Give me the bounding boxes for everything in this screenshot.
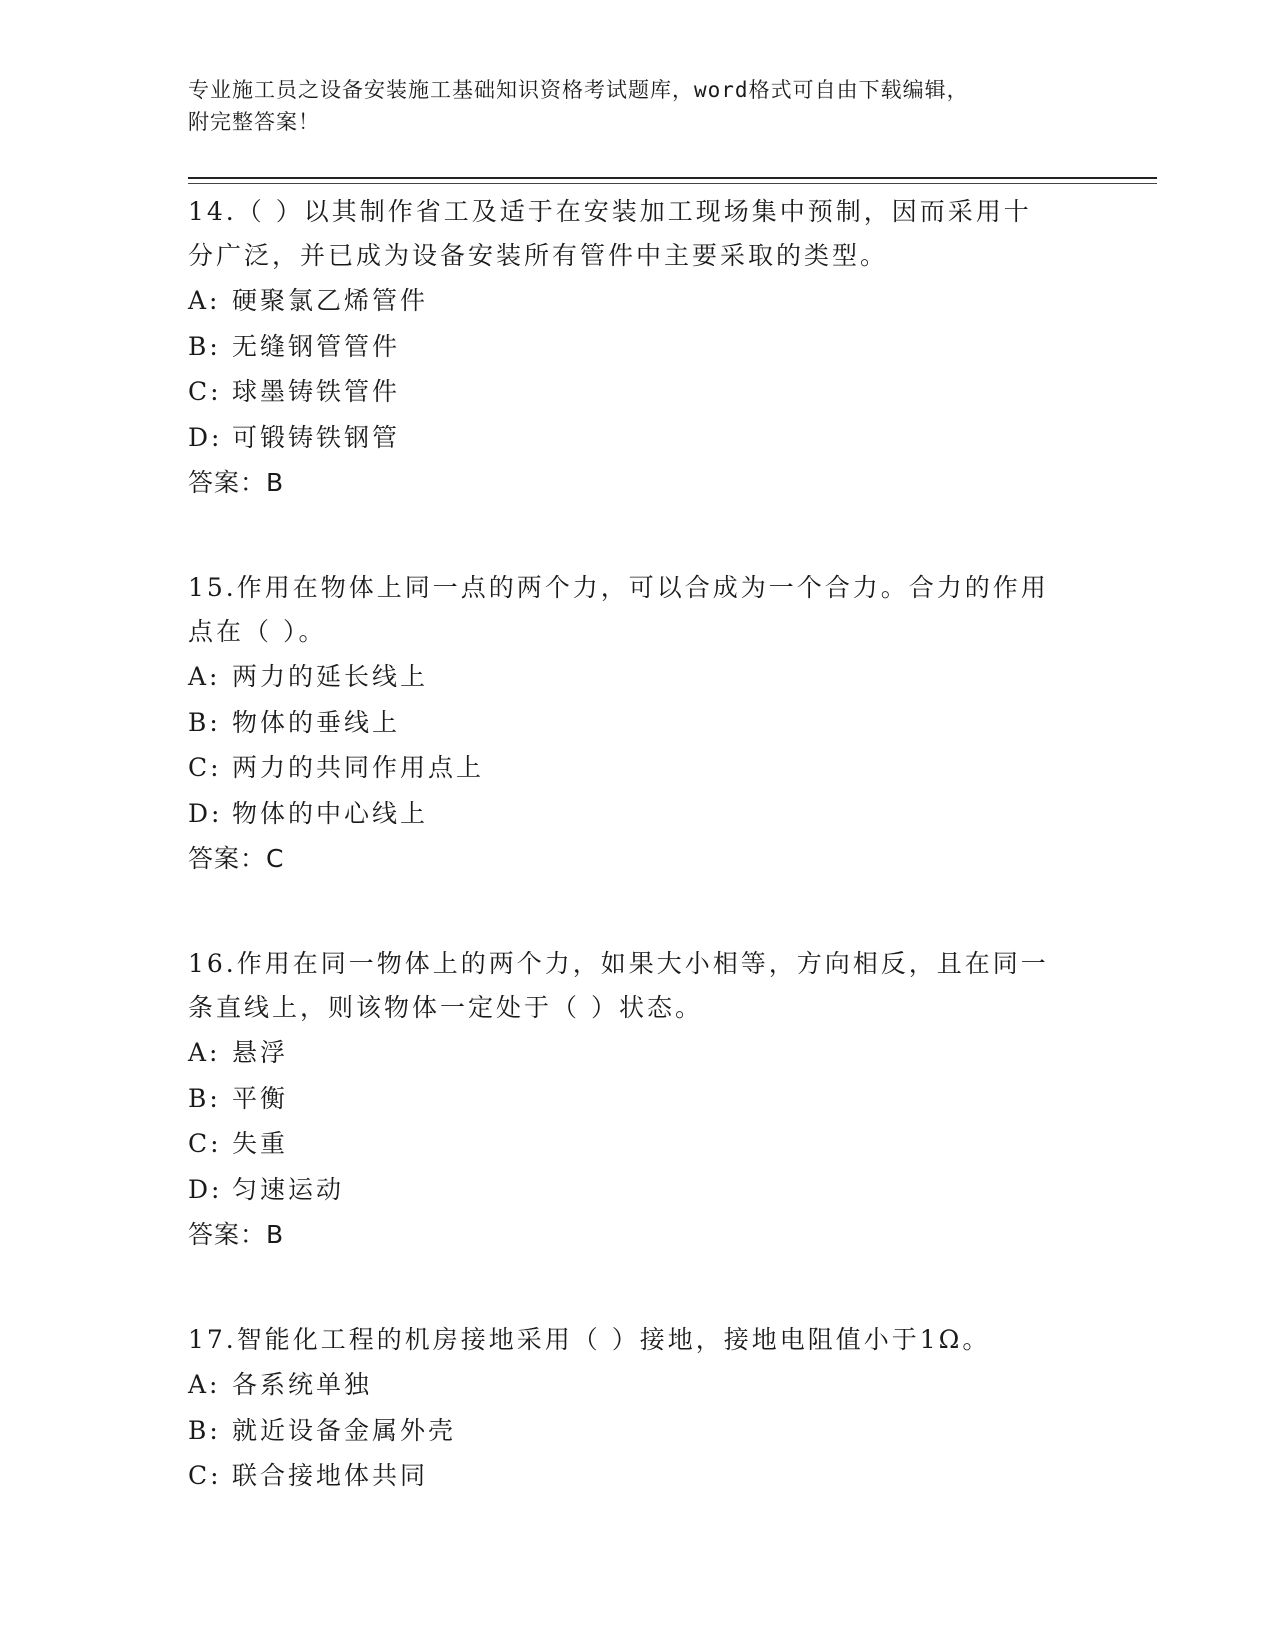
option-d (188, 791, 1088, 837)
option-c (188, 369, 1088, 415)
answer-line: 答案：B (188, 468, 285, 497)
option-letter: B: (188, 707, 221, 737)
option-c (188, 745, 1088, 791)
option-text: 两力的共同作用点上 (232, 753, 485, 782)
option-text: 悬浮 (232, 1038, 289, 1067)
option-letter: D: (188, 798, 223, 828)
option-text: 可锻铸铁钢管 (232, 422, 401, 452)
option-text: 联合接地体共同 (232, 1461, 429, 1490)
option-text: 匀速运动 (232, 1174, 345, 1204)
option-text: 硬聚氯乙烯管件 (232, 286, 429, 315)
header-line-2: 附完整答案！ (188, 110, 320, 134)
option-letter: A: (188, 1038, 221, 1067)
question-14 (188, 190, 1088, 506)
option-letter: A: (188, 286, 221, 315)
question-stem (188, 1318, 1088, 1362)
option-letter: C: (188, 1461, 222, 1490)
option-a (188, 278, 1088, 324)
document-header (188, 74, 1068, 138)
option-d (188, 415, 1088, 461)
option-b (188, 324, 1088, 370)
option-text: 球墨铸铁管件 (232, 377, 401, 406)
option-letter: C: (188, 1129, 222, 1158)
option-letter: B: (188, 1415, 221, 1445)
option-text: 失重 (232, 1129, 289, 1158)
question-stem-line: 分广泛，并已成为设备安装所有管件中主要采取的类型。 (188, 241, 889, 270)
option-text: 物体的垂线上 (232, 707, 401, 737)
header-line-1: 专业施工员之设备安装施工基础知识资格考试题库，word格式可自由下载编辑， (188, 78, 969, 102)
option-b (188, 1408, 1088, 1454)
option-letter: A: (188, 1370, 221, 1399)
option-a (188, 1362, 1088, 1408)
option-d (188, 1167, 1088, 1213)
option-a (188, 654, 1088, 700)
option-text: 物体的中心线上 (232, 798, 429, 828)
option-letter: D: (188, 1174, 223, 1204)
question-stem-line: 14.（ ）以其制作省工及适于在安装加工现场集中预制，因而采用十 (188, 197, 1032, 226)
option-b (188, 1076, 1088, 1122)
option-letter: B: (188, 1083, 221, 1113)
question-15 (188, 566, 1088, 882)
question-stem (188, 566, 1088, 654)
option-c (188, 1121, 1088, 1167)
question-stem-line: 16.作用在同一物体上的两个力，如果大小相等，方向相反，且在同一 (188, 949, 1049, 978)
question-16 (188, 942, 1088, 1258)
option-letter: B: (188, 331, 221, 361)
question-stem-line: 点在（ ）。 (188, 617, 327, 646)
header-divider-thin (188, 183, 1157, 184)
question-17 (188, 1318, 1088, 1499)
question-stem-line: 15.作用在物体上同一点的两个力，可以合成为一个合力。合力的作用 (188, 573, 1049, 602)
option-text: 平衡 (232, 1083, 289, 1113)
option-c (188, 1453, 1088, 1499)
option-letter: A: (188, 662, 221, 691)
question-list (188, 190, 1088, 1559)
option-text: 两力的延长线上 (232, 662, 429, 691)
option-text: 无缝钢管管件 (232, 331, 401, 361)
question-stem-line: 条直线上，则该物体一定处于（ ）状态。 (188, 993, 703, 1022)
option-letter: C: (188, 753, 222, 782)
option-text: 就近设备金属外壳 (232, 1415, 457, 1445)
option-b (188, 700, 1088, 746)
question-stem (188, 190, 1088, 278)
question-stem (188, 942, 1088, 1030)
option-letter: C: (188, 377, 222, 406)
answer-line: 答案：C (188, 844, 285, 873)
header-divider-thick (188, 177, 1157, 179)
option-a (188, 1030, 1088, 1076)
option-text: 各系统单独 (232, 1370, 373, 1399)
question-stem-line: 17.智能化工程的机房接地采用（ ）接地，接地电阻值小于1Ω。 (188, 1325, 991, 1354)
option-letter: D: (188, 422, 223, 452)
answer-line: 答案：B (188, 1220, 285, 1249)
